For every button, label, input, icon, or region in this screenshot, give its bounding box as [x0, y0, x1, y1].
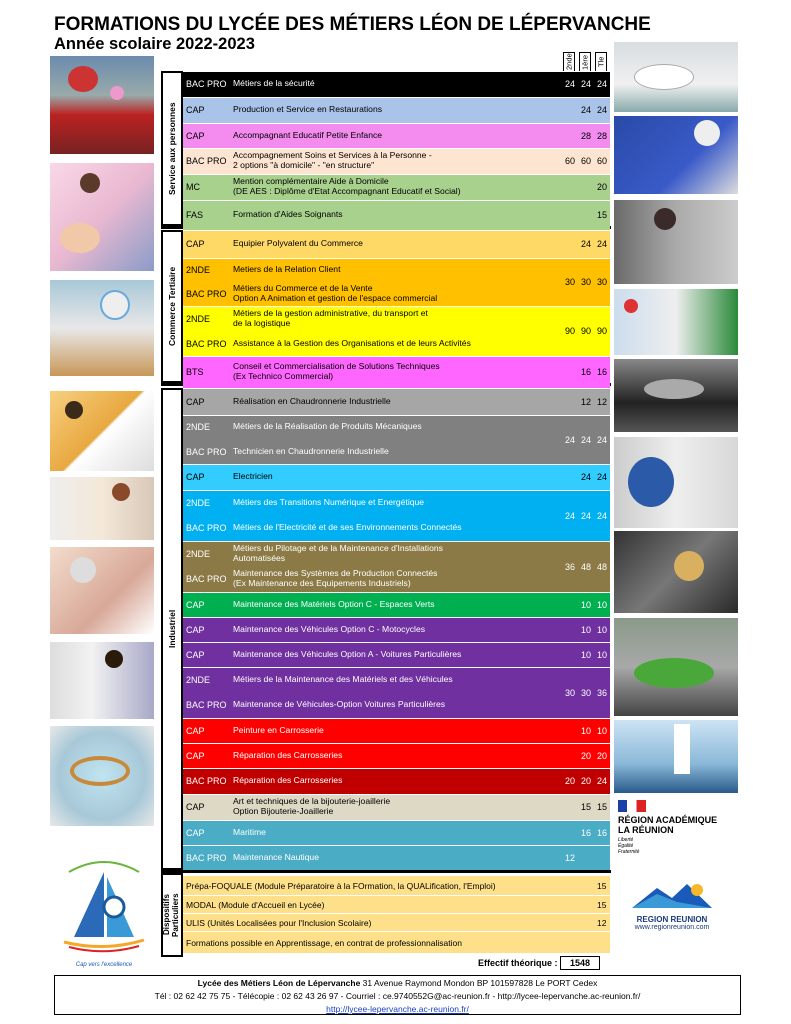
formation-row	[183, 794, 610, 820]
formation-name: Mention complémentaire Aide à Domicile	[233, 176, 389, 186]
formation-row	[183, 306, 610, 356]
dispositif-name: ULIS (Unités Localisées pour l'Inclusion Scolaire)	[186, 917, 372, 928]
col-header-2nde: 2nde	[564, 53, 574, 71]
photo-mechanics	[614, 200, 738, 284]
diploma-type: BAC PRO	[186, 700, 227, 711]
capacity-tle: 28	[596, 130, 607, 141]
capacity-2nde: 20	[564, 776, 575, 786]
capacity-tle: 24	[596, 239, 607, 249]
formation-row	[183, 592, 610, 617]
formation-row	[183, 768, 610, 794]
formation-name-line2: Option Bijouterie-Joaillerie	[233, 806, 334, 816]
photo-boat-workshop	[614, 42, 738, 112]
formation-name: Réalisation en Chaudronnerie Industrielle	[233, 395, 391, 406]
col-header-1ere: 1ère	[579, 52, 591, 72]
formation-name: Réparation des Carrosseries	[233, 775, 343, 785]
lycee-logo	[54, 852, 154, 972]
capacity-2nde: 60	[564, 156, 575, 166]
capacity-1ere: 24	[580, 472, 591, 482]
formation-name: Production et Service en Restaurations	[233, 104, 383, 114]
capacity-1ere: 15	[580, 802, 591, 812]
diploma-type: CAP	[186, 802, 205, 812]
formation-name: Technicien en Chaudronnerie Industrielle	[233, 445, 389, 456]
diploma-type: BAC PRO	[186, 574, 227, 585]
capacity-1ere: 90	[580, 326, 591, 336]
capacity-2nde: 24	[564, 510, 575, 521]
diploma-type: CAP	[186, 624, 205, 635]
capacity-1ere: 10	[580, 599, 591, 610]
diploma-type: CAP	[186, 130, 205, 141]
formation-name-line2: 2 options "à domicile" - "en structure"	[233, 160, 375, 170]
formation-name-line2: Option A Animation et gestion de l'espace commercial	[233, 293, 438, 303]
formation-name: Métiers de la Maintenance des Matériels et des Véhicules	[233, 673, 453, 684]
footer-school-name: Lycée des Métiers Léon de Lépervanche	[197, 978, 361, 988]
capacity-1ere: 10	[580, 649, 591, 660]
dispositif-row	[183, 875, 610, 895]
capacity-tle: 20	[596, 182, 607, 192]
capacity-tle: 30	[596, 277, 607, 287]
capacity-1ere: 24	[580, 79, 591, 89]
photo-pharmacy	[50, 477, 154, 540]
photo-motorcycle	[614, 618, 738, 716]
formation-row	[183, 148, 610, 174]
capacity-tle: 60	[596, 156, 607, 166]
sailboat-gear-icon	[54, 852, 154, 957]
capacity-1ere: 24	[580, 105, 591, 115]
formation-name: Maintenance des Véhicules Option A - Voitures Particulières	[233, 648, 462, 659]
motto-fraternite: Fraternité	[618, 849, 640, 855]
formation-name: Métiers de la gestion administrative, du transport et	[233, 307, 428, 318]
region-reunion-label: REGION REUNION	[636, 915, 708, 924]
formation-name: Métiers de l'Electricité et de ses Environnements Connectés	[233, 522, 462, 533]
diploma-type: CAP	[186, 725, 205, 736]
diploma-type: CAP	[186, 599, 205, 610]
photo-childcare	[50, 163, 154, 271]
capacity-1ere: 30	[580, 687, 591, 698]
formation-name: Métiers du Commerce et de la Vente	[233, 283, 373, 293]
photo-car-engine	[614, 359, 738, 432]
formation-row	[183, 97, 610, 123]
lycee-tagline: Cap vers l'excellence	[75, 962, 133, 968]
formation-name-line2: (DE AES : Diplôme d'Etat Accompagnant Educatif et Social)	[233, 186, 461, 196]
formation-row	[183, 743, 610, 768]
capacity-2nde: 30	[564, 277, 575, 287]
col-header-tle: Tle	[595, 52, 607, 72]
formation-name: Electricien	[233, 471, 273, 481]
formation-row	[183, 541, 610, 592]
group-separator	[161, 870, 611, 873]
formation-row	[183, 845, 610, 870]
diploma-type: 2NDE	[186, 497, 211, 508]
capacity-tle: 24	[596, 105, 607, 115]
formation-row	[183, 820, 610, 845]
dispositif-name: MODAL (Module d'Accueil en Lycée)	[186, 899, 325, 910]
photo-jewellery	[50, 726, 154, 826]
diploma-type: 2NDE	[186, 313, 211, 324]
group-commerce-tertiaire: Commerce Tertiaire	[161, 230, 183, 383]
diploma-type: BAC PRO	[186, 289, 227, 299]
capacity-tle: 24	[596, 434, 607, 445]
capacity-1ere: 28	[580, 130, 591, 141]
formation-row	[183, 415, 610, 464]
formation-row	[183, 174, 610, 200]
diploma-type: CAP	[186, 827, 205, 838]
capacity-1ere: 60	[580, 156, 591, 166]
formation-name: Equipier Polyvalent du Commerce	[233, 238, 363, 248]
group-service-aux-personnes: Service aux personnes	[161, 71, 183, 226]
photo-car-painting	[614, 116, 738, 194]
diploma-type: 2NDE	[186, 674, 211, 685]
capacity-2nde: 12	[564, 852, 575, 863]
formation-row	[183, 200, 610, 230]
capacity-1ere: 24	[580, 239, 591, 249]
formation-row	[183, 258, 610, 306]
capacity-2nde: 90	[564, 326, 575, 336]
footer	[54, 975, 741, 1015]
diploma-type: 2NDE	[186, 548, 211, 559]
diploma-type: BAC PRO	[186, 523, 227, 534]
capacity-1ere: 24	[580, 510, 591, 521]
diploma-type: BTS	[186, 367, 204, 377]
diploma-type: MC	[186, 182, 200, 192]
photo-electrician	[614, 437, 738, 528]
formation-name: Formation d'Aides Soignants	[233, 209, 343, 219]
diploma-type: BAC PRO	[186, 446, 227, 457]
diploma-type: BAC PRO	[186, 776, 227, 786]
capacity-tle: 15	[596, 802, 607, 812]
effectif-label: Effectif théorique :	[478, 958, 558, 968]
region-reunion-url: www.regionreunion.com	[634, 924, 710, 931]
capacity-2nde: 24	[564, 79, 575, 89]
formation-row	[183, 490, 610, 541]
diploma-type: CAP	[186, 239, 205, 249]
motto-liberte: Liberté	[618, 837, 634, 843]
photo-elderly-care	[50, 547, 154, 634]
diploma-type: 2NDE	[186, 422, 211, 433]
photo-office	[50, 391, 154, 471]
formation-name: Métiers de la sécurité	[233, 78, 315, 88]
formation-name: Art et techniques de la bijouterie-joaillerie	[233, 796, 391, 806]
formation-name-line2: (Ex Maintenance des Equipements Industriels)	[233, 578, 411, 589]
capacity-1ere: 24	[580, 434, 591, 445]
region-academique-line1: RÉGION ACADÉMIQUE	[618, 815, 718, 825]
diploma-type: CAP	[186, 649, 205, 660]
capacity-tle: 24	[596, 79, 607, 89]
formation-name-line2: Automatisées	[233, 552, 286, 563]
capacity-1ere: 20	[580, 776, 591, 786]
formation-name: Conseil et Commercialisation de Solutions Techniques	[233, 361, 440, 371]
formation-name: Maintenance de Véhicules-Option Voitures Particulières	[233, 699, 446, 710]
dispositif-name: Formations possible en Apprentissage, en contrat de professionnalisation	[186, 937, 462, 948]
formation-name: Métiers de la Réalisation de Produits Mécaniques	[233, 421, 422, 432]
dispositif-capacity: 15	[597, 880, 607, 891]
page-title: FORMATIONS DU LYCÉE DES MÉTIERS LÉON DE LÉPERVANCHE	[54, 14, 651, 35]
capacity-tle: 15	[596, 210, 607, 220]
capacity-tle: 10	[596, 725, 607, 736]
capacity-2nde: 24	[564, 434, 575, 445]
photo-sailing	[614, 720, 738, 793]
formation-row	[183, 71, 610, 97]
capacity-tle: 10	[596, 649, 607, 660]
formation-row	[183, 464, 610, 490]
formation-row	[183, 230, 610, 258]
capacity-tle: 10	[596, 599, 607, 610]
capacity-1ere: 12	[580, 396, 591, 407]
dispositif-name: Prépa-FOQUALE (Module Préparatoire à la FOrmation, la QUALification, l'Emploi)	[186, 880, 496, 891]
capacity-1ere: 48	[580, 561, 591, 572]
group-dispositifs-particuliers: Dispositifs Particuliers	[161, 873, 183, 957]
diploma-type: FAS	[186, 210, 204, 220]
motto-egalite: Égalité	[618, 843, 634, 849]
capacity-tle: 24	[596, 472, 607, 482]
region-academique-logo	[618, 800, 748, 860]
capacity-1ere: 20	[580, 750, 591, 761]
capacity-tle: 90	[596, 326, 607, 336]
region-reunion-logo	[622, 880, 722, 940]
group-industriel: Industriel	[161, 388, 183, 870]
diploma-type: BAC PRO	[186, 338, 227, 349]
school-year: Année scolaire 2022-2023	[54, 35, 255, 53]
photo-electrical-panel	[614, 289, 738, 355]
diploma-type: BAC PRO	[186, 79, 227, 89]
dispositif-row	[183, 895, 610, 913]
formation-row	[183, 123, 610, 148]
formation-name: Maintenance des Véhicules Option C - Motocycles	[233, 623, 426, 634]
formation-name: Maintenance des Systèmes de Production Connectés	[233, 568, 438, 579]
formation-row	[183, 388, 610, 415]
photo-cooking	[50, 280, 154, 376]
capacity-tle: 10	[596, 624, 607, 635]
formation-name: Maintenance des Matériels Option C - Espaces Verts	[233, 598, 435, 609]
diploma-type: CAP	[186, 396, 205, 407]
formation-name: Maritime	[233, 826, 266, 837]
diploma-type: BAC PRO	[186, 156, 227, 166]
footer-contact: Tél : 02 62 42 75 75 - Télécopie : 02 62 43 26 97 - Courriel : ce.9740552G@ac-reunion.fr - http://lycee-lepervanche.ac-reunion.fr/	[154, 991, 641, 1001]
dispositif-row	[183, 931, 610, 953]
capacity-1ere: 30	[580, 277, 591, 287]
diploma-type: 2NDE	[186, 265, 211, 275]
capacity-2nde: 30	[564, 687, 575, 698]
dispositif-capacity: 12	[597, 917, 607, 928]
diploma-type: CAP	[186, 472, 205, 482]
formation-name: Métiers des Transitions Numérique et Energétique	[233, 496, 425, 507]
capacity-1ere: 10	[580, 624, 591, 635]
capacity-tle: 12	[596, 396, 607, 407]
formation-row	[183, 617, 610, 642]
diploma-type: CAP	[186, 750, 205, 761]
capacity-2nde: 36	[564, 561, 575, 572]
formation-name: Metiers de la Relation Client	[233, 264, 341, 274]
footer-link[interactable]: http://lycee-lepervanche.ac-reunion.fr/	[326, 1004, 469, 1014]
formation-name: Assistance à la Gestion des Organisations et de leurs Activités	[233, 337, 471, 348]
formation-row	[183, 667, 610, 718]
capacity-tle: 36	[596, 687, 607, 698]
mountain-logo-icon	[627, 880, 717, 910]
capacity-tle: 16	[596, 367, 607, 377]
formation-name-line2: de la logistique	[233, 317, 291, 328]
formation-name: Peinture en Carrosserie	[233, 724, 324, 735]
capacity-tle: 20	[596, 750, 607, 761]
capacity-1ere: 10	[580, 725, 591, 736]
formation-row	[183, 356, 610, 388]
region-academique-line2: LA RÉUNION	[618, 825, 674, 835]
capacity-tle: 24	[596, 776, 607, 786]
formation-row	[183, 718, 610, 743]
formation-name: Accompagnement Soins et Services à la Personne -	[233, 150, 432, 160]
capacity-1ere: 16	[580, 827, 591, 838]
photo-firefighters	[50, 56, 154, 154]
capacity-tle: 48	[596, 561, 607, 572]
formation-name: Métiers du Pilotage et de la Maintenance d'Installations	[233, 542, 443, 553]
effectif-value: 1548	[560, 956, 600, 970]
capacity-tle: 24	[596, 510, 607, 521]
footer-address: 31 Avenue Raymond Mondon BP 101597828 Le PORT Cedex	[360, 978, 598, 988]
photo-machinery	[614, 531, 738, 613]
formation-row	[183, 642, 610, 667]
dispositif-row	[183, 913, 610, 931]
french-flag-icon	[618, 800, 646, 812]
diploma-type: CAP	[186, 105, 205, 115]
formation-name: Maintenance Nautique	[233, 851, 319, 862]
capacity-tle: 16	[596, 827, 607, 838]
diploma-type: BAC PRO	[186, 852, 227, 863]
capacity-1ere: 16	[580, 367, 591, 377]
dispositif-capacity: 15	[597, 899, 607, 910]
formation-name: Accompagnant Educatif Petite Enfance	[233, 129, 383, 140]
formation-name: Réparation des Carrosseries	[233, 749, 343, 760]
photo-care-assistant	[50, 642, 154, 719]
formation-name-line2: (Ex Technico Commercial)	[233, 371, 334, 381]
